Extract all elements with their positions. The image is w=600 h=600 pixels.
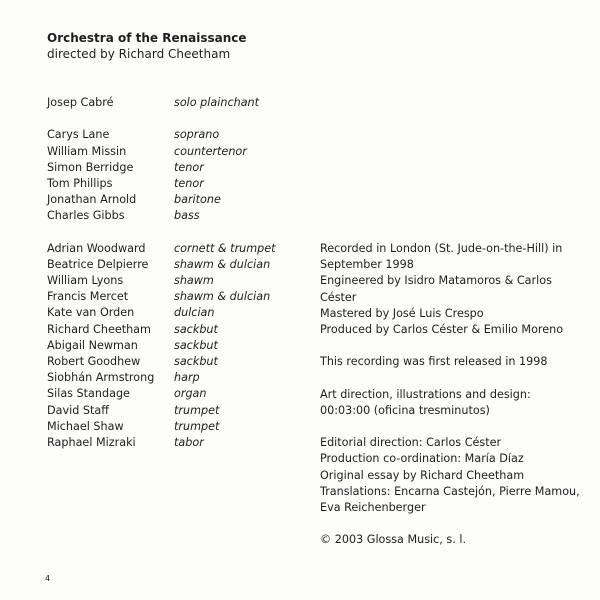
performer-name: Michael Shaw xyxy=(47,419,124,433)
performer-role: shawm & dulcian xyxy=(174,257,271,271)
performer-role: shawm & dulcian xyxy=(174,290,271,304)
performer-role: sackbut xyxy=(174,355,218,368)
heading xyxy=(47,30,247,62)
performer-role: tenor xyxy=(174,176,204,190)
credit-line-art: Art direction, illustrations and design: xyxy=(320,387,531,401)
credit-line-editorial: Original essay by Richard Cheetham xyxy=(320,468,525,482)
performer-row xyxy=(47,289,317,305)
credit-line-copyright: © 2003 Glossa Music, s. l. xyxy=(320,533,467,547)
credit-line-recording: Engineered by Isidro Matamoros & Carlos xyxy=(320,274,552,288)
performer-role: tabor xyxy=(174,435,204,449)
page-number: 4 xyxy=(45,574,51,583)
performer-row xyxy=(47,386,317,402)
credits-spacer xyxy=(320,338,575,354)
performer-name: Adrian Woodward xyxy=(47,241,146,255)
performer-name: William Lyons xyxy=(47,274,124,288)
performer-name: Carys Lane xyxy=(47,128,110,142)
credit-line-editorial: Translations: Encarna Castejón, Pierre Mamou, xyxy=(320,484,580,498)
performer-name: Siobhán Armstrong xyxy=(47,371,155,385)
performer-row xyxy=(47,403,317,419)
credit-line-recording: Mastered by José Luis Crespo xyxy=(320,306,484,320)
performer-name: Francis Mercet xyxy=(47,290,129,304)
performer-role: trumpet xyxy=(174,403,220,417)
performer-name: Tom Phillips xyxy=(47,176,113,190)
performer-role: dulcian xyxy=(174,306,215,320)
group-spacer xyxy=(47,111,317,127)
performer-name: Josep Cabré xyxy=(47,96,114,109)
performer-row xyxy=(47,435,317,451)
performer-role: harp xyxy=(174,371,200,385)
credit-line-recording: September 1998 xyxy=(320,258,414,272)
performer-name: William Missin xyxy=(47,144,127,158)
performer-name: Robert Goodhew xyxy=(47,355,141,368)
performer-row xyxy=(47,257,317,273)
production-credits xyxy=(320,241,580,549)
performer-name: Charles Gibbs xyxy=(47,209,125,223)
credits-spacer xyxy=(320,371,575,387)
credit-line-recording: Produced by Carlos Céster & Emilio Moreno xyxy=(320,322,564,336)
performer-row xyxy=(47,95,317,111)
performer-role: trumpet xyxy=(174,419,220,433)
credits-spacer xyxy=(320,516,575,532)
performer-name: Jonathan Arnold xyxy=(47,193,137,207)
performer-row xyxy=(47,192,317,208)
performer-role: countertenor xyxy=(174,144,247,158)
credits-spacer xyxy=(320,419,575,435)
performer-role: soprano xyxy=(174,128,220,142)
performer-row xyxy=(47,208,317,224)
ensemble-title: Orchestra of the Renaissance xyxy=(47,31,247,45)
group-spacer xyxy=(47,225,317,241)
performer-row xyxy=(47,273,317,289)
performer-role: tenor xyxy=(174,160,204,174)
performer-row xyxy=(47,160,317,176)
performer-row xyxy=(47,144,317,160)
performer-name: David Staff xyxy=(47,403,109,417)
credit-line-recording: Recorded in London (St. Jude-on-the-Hill) in xyxy=(320,242,563,255)
performer-row xyxy=(47,419,317,435)
performer-roster xyxy=(47,95,317,451)
performer-name: Beatrice Delpierre xyxy=(47,257,149,271)
credit-line-editorial: Production co-ordination: María Díaz xyxy=(320,452,524,466)
performer-row xyxy=(47,322,317,338)
performer-role: organ xyxy=(174,387,207,401)
performer-name: Silas Standage xyxy=(47,387,130,401)
director-line: directed by Richard Cheetham xyxy=(47,47,231,61)
performer-row xyxy=(47,305,317,321)
performer-role: cornett & trumpet xyxy=(174,241,276,255)
performer-name: Richard Cheetham xyxy=(47,322,151,336)
performer-name: Abigail Newman xyxy=(47,338,138,352)
performer-role: solo plainchant xyxy=(174,96,260,109)
performer-row xyxy=(47,370,317,386)
credit-line-release: This recording was first released in 1998 xyxy=(320,355,548,369)
credit-line-art: 00:03:00 (oficina tresminutos) xyxy=(320,403,490,417)
performer-name: Kate van Orden xyxy=(47,306,135,320)
performer-role: baritone xyxy=(174,193,221,207)
performer-row xyxy=(47,241,317,257)
performer-role: bass xyxy=(174,209,200,223)
credit-line-recording: Céster xyxy=(320,290,357,304)
performer-name: Raphael Mizraki xyxy=(47,435,136,449)
performer-row xyxy=(47,176,317,192)
credit-line-editorial: Editorial direction: Carlos Céster xyxy=(320,436,502,450)
credit-line-editorial: Eva Reichenberger xyxy=(320,501,426,514)
performer-name: Simon Berridge xyxy=(47,160,134,174)
performer-role: sackbut xyxy=(174,322,218,336)
performer-row xyxy=(47,354,317,370)
performer-role: shawm xyxy=(174,274,214,288)
performer-role: sackbut xyxy=(174,338,218,352)
performer-row xyxy=(47,338,317,354)
performer-row xyxy=(47,127,317,143)
